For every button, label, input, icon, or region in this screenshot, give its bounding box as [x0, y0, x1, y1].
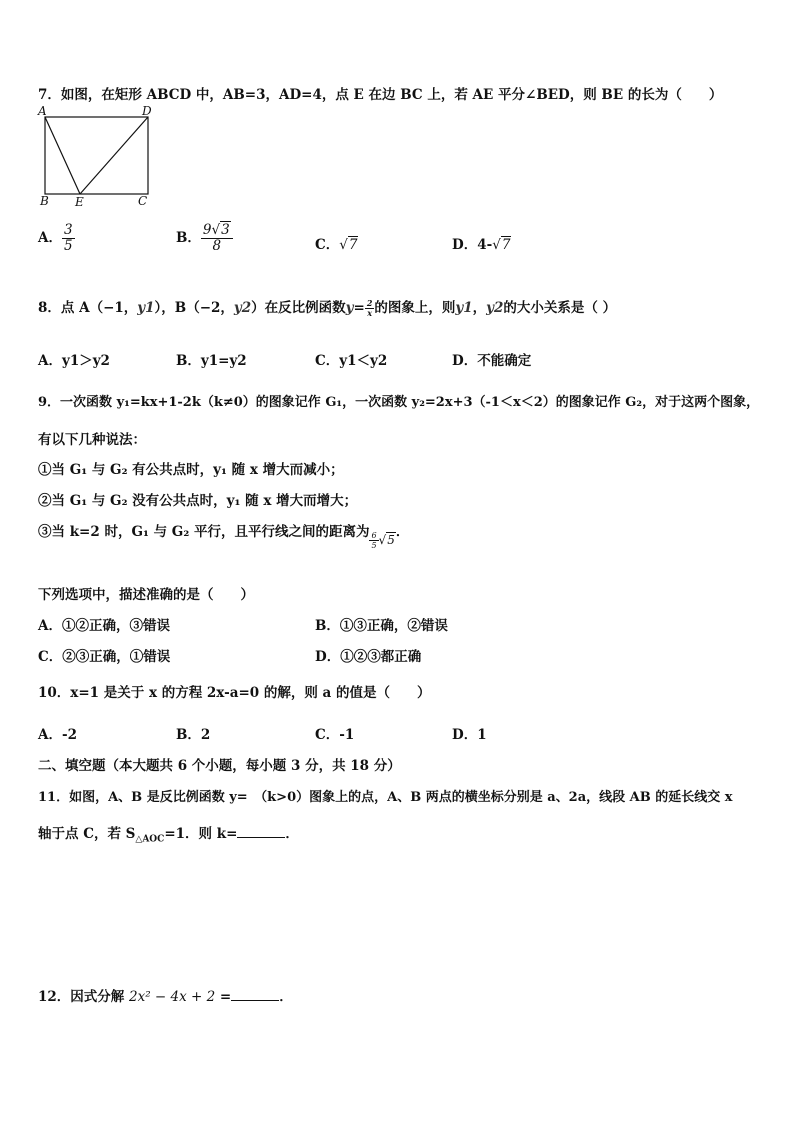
q12-equals: = [215, 989, 232, 1005]
q8-placeholder-y1-b: y1 [455, 300, 473, 316]
q12-text: 12．因式分解 [38, 989, 129, 1005]
q11-stem-line2 [38, 822, 299, 845]
q7-figure-rectangle [38, 108, 168, 208]
q8-fraction-den: x [367, 308, 372, 318]
q7-label-d: D [142, 104, 152, 118]
q12-answer-blank[interactable] [231, 988, 279, 1001]
q8-placeholder-y2-b: y2 [486, 300, 504, 316]
q8-text-1: 8．点 A（−1， [38, 300, 138, 316]
q8-option-d[interactable]: D．不能确定 [452, 353, 532, 369]
q8-placeholder-y1: y1 [137, 300, 155, 316]
q9-option-a[interactable]: A．①②正确，③错误 [38, 618, 170, 634]
q12-stem [38, 985, 293, 1005]
q9-statement-2: ②当 G₁ 与 G₂ 没有公共点时，y₁ 随 x 增大而增大； [38, 493, 358, 509]
q9-options-row1 [0, 614, 794, 634]
q9-statement-3-text: ③当 k=2 时，G₁ 与 G₂ 平行，且平行线之间的距离为 [38, 524, 370, 540]
q7-option-a[interactable] [38, 223, 75, 254]
q11-area-subscript: △AOC [135, 834, 165, 845]
q10-stem: 10．x=1 是关于 x 的方程 2x-a=0 的解，则 a 的值是（ ） [38, 685, 431, 701]
q7-option-a-num: 3 [63, 222, 73, 238]
q8-option-a[interactable]: A．y1＞y2 [38, 353, 110, 369]
q8-option-b[interactable]: B．y1=y2 [176, 353, 247, 369]
q10-option-a[interactable]: A．-2 [38, 727, 77, 743]
q8-fraction [365, 299, 375, 318]
q8-text-2: ），B（−2， [154, 300, 234, 316]
q8-placeholder-y2: y2 [233, 300, 252, 316]
q12-end: ． [279, 989, 293, 1005]
q10-options [0, 723, 794, 743]
q9-distance-fraction [369, 531, 378, 550]
q9-stem-line1: 9．一次函数 y₁=kx+1-2k（k≠0）的图象记作 G₁，一次函数 y₂=2x+3（-1＜x＜2）的图象记作 G₂，对于这两个图象， [38, 395, 760, 410]
q7-option-c[interactable]: C．√7 [315, 237, 358, 253]
q8-text-5: ， [472, 300, 487, 316]
section-2-title: 二、填空题（本大题共 6 个小题，每小题 3 分，共 18 分） [38, 758, 401, 774]
q10-option-c[interactable]: C．-1 [315, 727, 355, 743]
q9-distance-rad: 5 [387, 533, 395, 547]
q7-option-d-prefix: D．4- [452, 237, 493, 253]
q7-option-d[interactable]: D．4-√7 [452, 237, 511, 253]
q11-answer-blank[interactable] [237, 825, 285, 838]
q7-option-b-den: 8 [212, 238, 222, 254]
q9-stem-line2: 有以下几种说法： [38, 432, 146, 448]
q7-label-e: E [75, 195, 84, 209]
q12-expression: 2x² − 4x + 2 [129, 989, 216, 1005]
q9-distance-num: 6 [371, 531, 377, 540]
q7-option-a-prefix: A． [38, 230, 62, 246]
q7-label-b: B [40, 194, 49, 208]
q9-statement-1: ①当 G₁ 与 G₂ 有公共点时，y₁ 随 x 增大而减小； [38, 462, 344, 478]
q11-stem-line1: 11．如图，A、B 是反比例函数 y= （k>0）图象上的点，A、B 两点的横坐标分别是 a、2a，线段 AB 的延长线交 x [38, 790, 733, 805]
q8-options [0, 349, 794, 369]
q8-text-3: ）在反比例函数 [251, 300, 346, 316]
q9-distance-den: 5 [371, 541, 377, 550]
q9-option-c[interactable]: C．②③正确，①错误 [38, 649, 171, 665]
q7-option-a-den: 5 [63, 238, 73, 254]
q10-option-b[interactable]: B．2 [176, 727, 211, 743]
q8-text-6: 的大小关系是（ ） [503, 300, 617, 316]
q7-option-c-rad: 7 [348, 237, 358, 253]
q7-option-b-coef: 9 [202, 222, 212, 238]
q7-option-d-rad: 7 [501, 237, 511, 253]
q9-statement-3-end: ． [395, 524, 410, 540]
q7-option-b-prefix: B． [176, 230, 201, 246]
q9-statement-3: ③当 k=2 时，G₁ 与 G₂ 平行，且平行线之间的距离为 $\frac{6}{5}$ √5． [38, 524, 410, 550]
q7-option-c-prefix: C． [315, 237, 340, 253]
q11-line2-end: ． [285, 826, 299, 842]
q8-text-4: 的图象上，则 [374, 300, 456, 316]
q11-line2-text-2: =1．则 k= [164, 826, 238, 842]
q7-option-b[interactable] [176, 223, 233, 254]
q9-option-d[interactable]: D．①②③都正确 [315, 649, 422, 665]
q9-options-row2 [0, 645, 794, 665]
q9-option-b[interactable]: B．①③正确，②错误 [315, 618, 448, 634]
q11-line2-text: 轴于点 C，若 S [38, 826, 136, 842]
q7-stem: 7．如图，在矩形 ABCD 中，AB=3，AD=4，点 E 在边 BC 上，若 AE 平分∠BED，则 BE 的长为（ ） [38, 87, 723, 103]
q7-option-b-fraction: $\frac{9√3}{8}$ [201, 223, 233, 254]
q8-placeholder-y: y [345, 300, 354, 316]
q10-option-d[interactable]: D．1 [452, 727, 487, 743]
q7-option-a-fraction [62, 223, 75, 254]
q8-stem: 8．点 A（−1，y1），B（−2，y2）在反比例函数y= $\frac{2}{x}$ 的图象上，则y1，y2的大小关系是（ ） [38, 298, 617, 318]
q8-option-c[interactable]: C．y1＜y2 [315, 353, 388, 369]
q9-question: 下列选项中，描述准确的是（ ） [38, 587, 254, 603]
q7-label-a: A [38, 104, 47, 118]
q8-fraction-num: 2 [366, 298, 373, 308]
q7-label-c: C [138, 194, 148, 208]
q7-option-b-rad: 3 [221, 222, 230, 238]
